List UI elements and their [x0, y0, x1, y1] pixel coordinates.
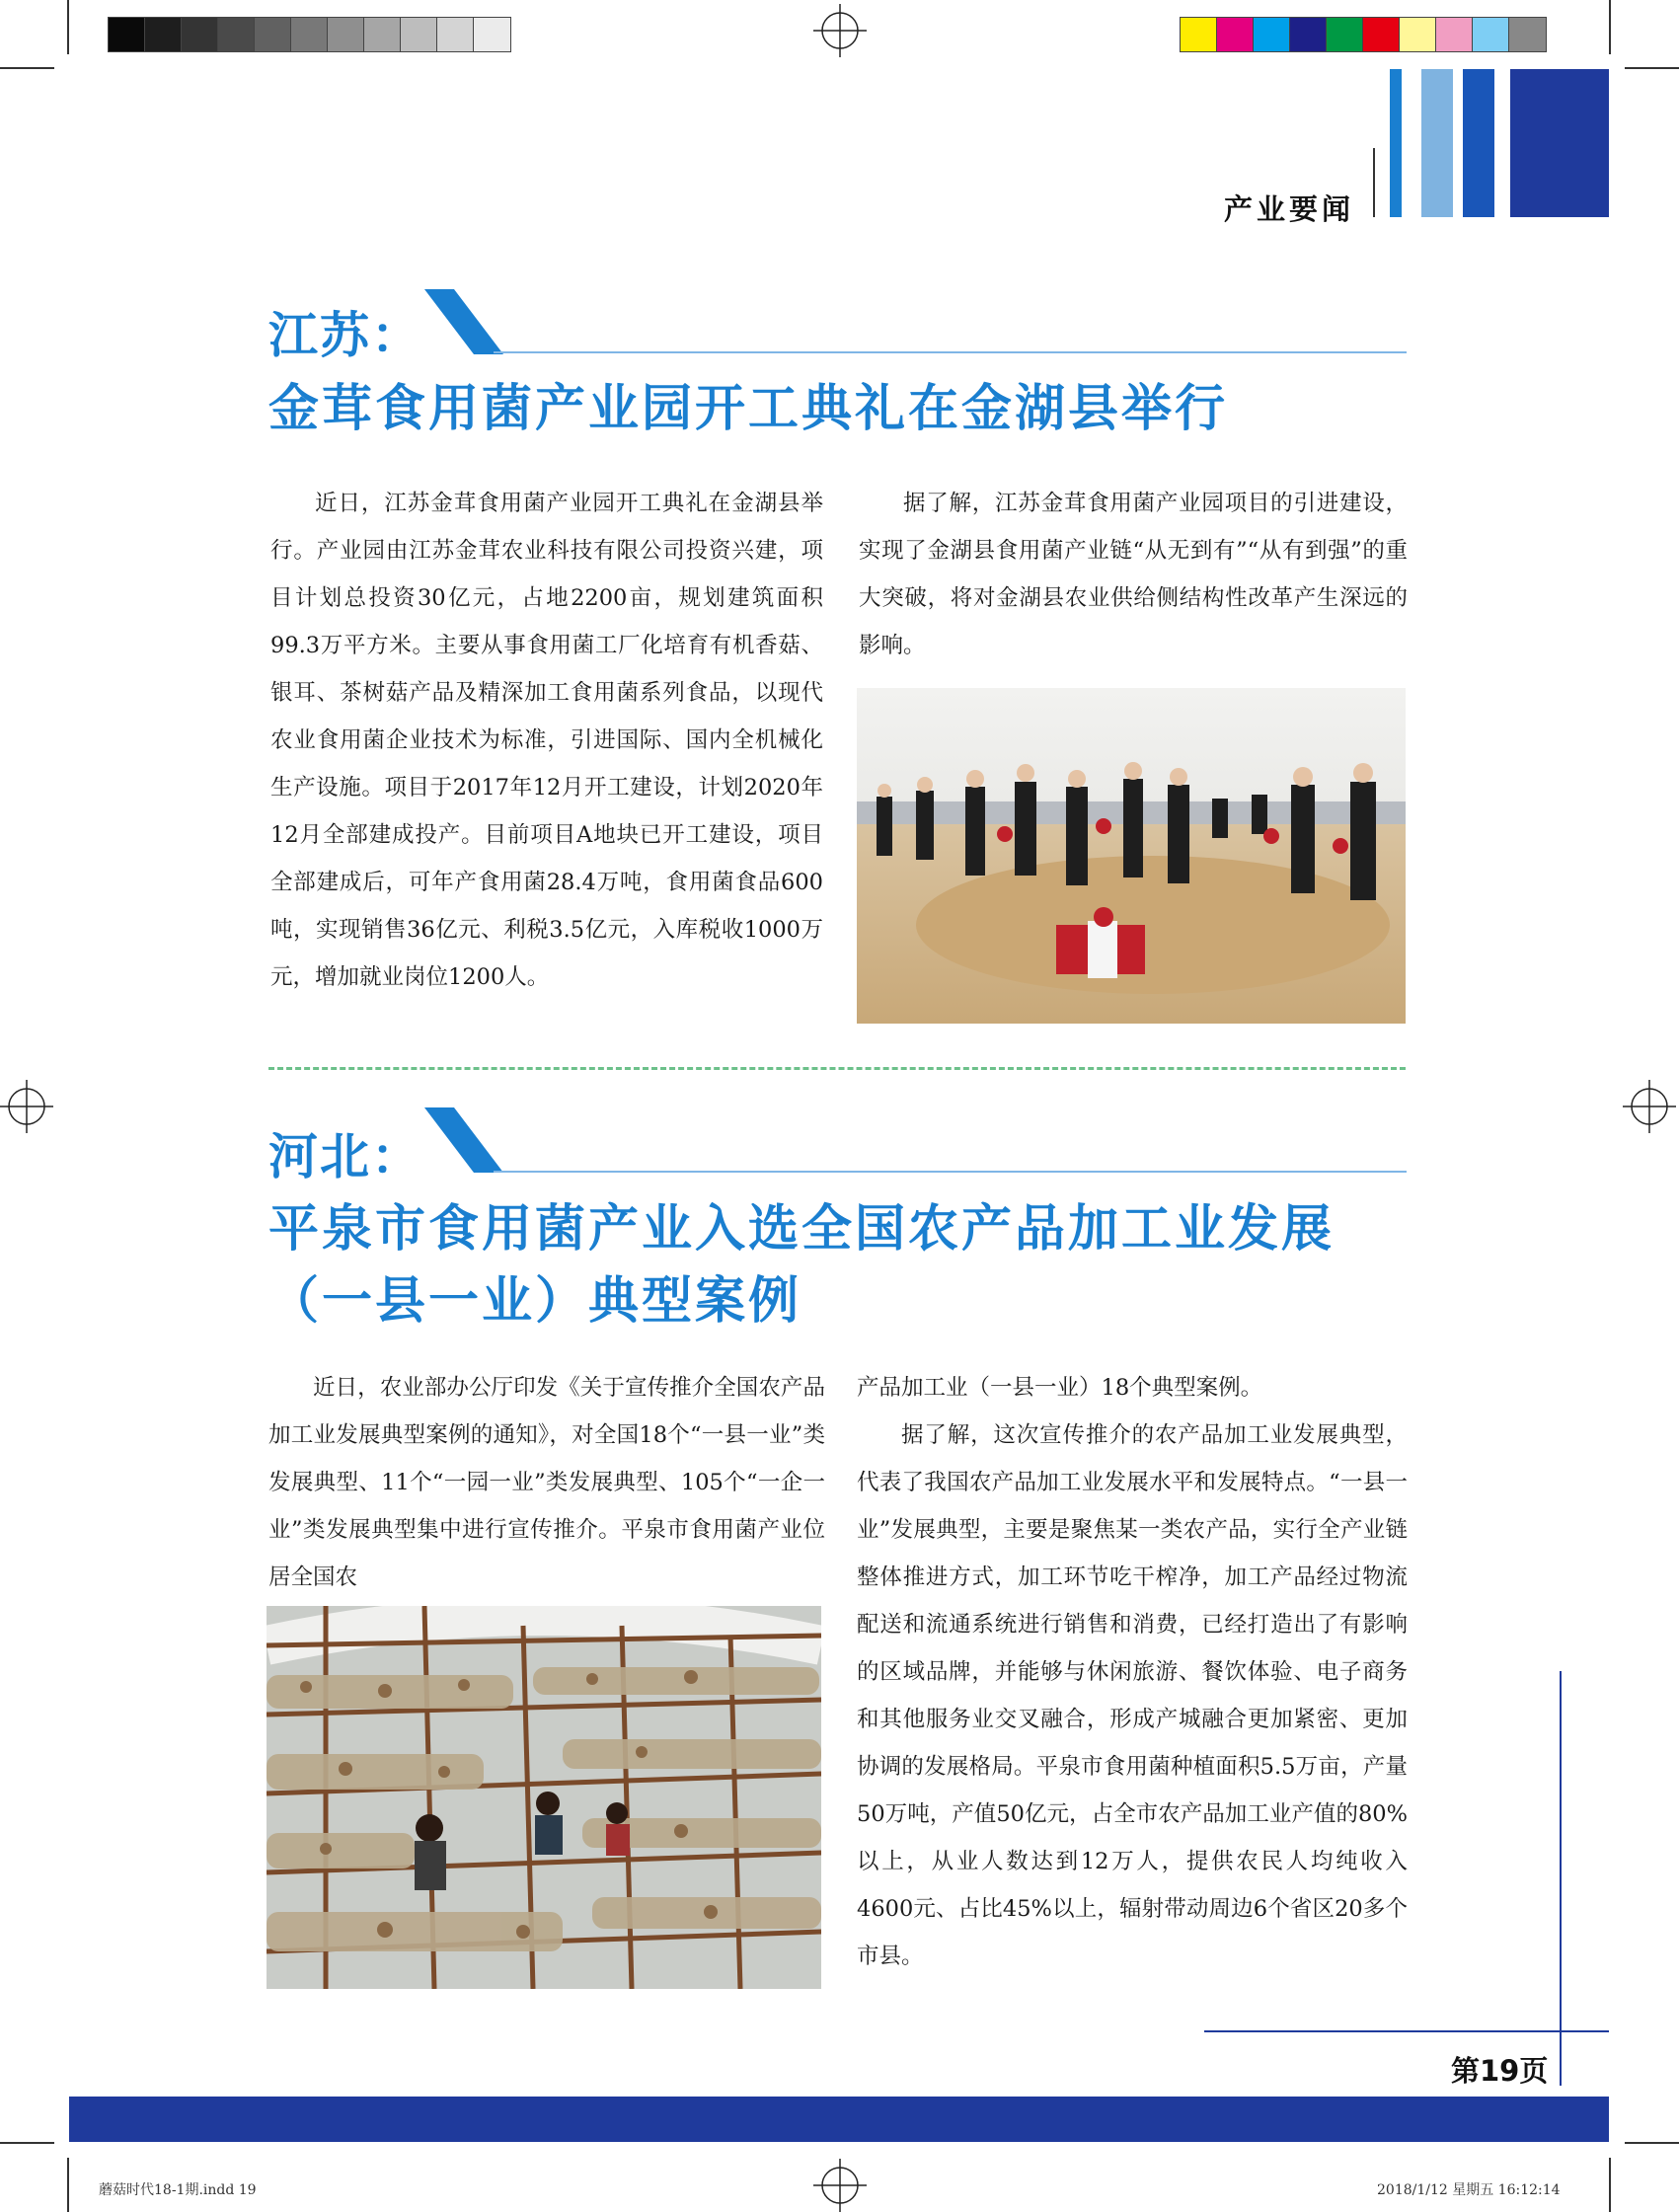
swatch-3 — [218, 18, 255, 51]
swatch-10 — [474, 18, 510, 51]
swatch-7 — [1436, 18, 1473, 51]
header-stripe-4 — [1510, 69, 1609, 217]
article2-column-2 — [857, 1364, 1408, 1980]
registration-mark-left-icon — [0, 1080, 53, 1133]
swatch-8 — [401, 18, 437, 51]
article1-heading-rule — [494, 351, 1407, 353]
footer-band — [69, 2097, 1609, 2142]
crop-mark-br-v — [1609, 2158, 1611, 2212]
swatch-3 — [1290, 18, 1327, 51]
article2-heading-slash-icon — [424, 1107, 503, 1173]
crop-mark-tr-v — [1609, 0, 1611, 54]
crop-mark-tr-h — [1625, 67, 1679, 69]
registration-mark-bottom-icon — [813, 2159, 867, 2212]
article2-title-line-1: 平泉市食用菌产业入选全国农产品加工业发展 — [268, 1200, 1336, 1259]
article1-column-2 — [859, 480, 1408, 669]
print-slug-left: 蘑菇时代18-1期.indd 19 — [99, 2182, 257, 2198]
article2-paragraph-1-cont: 产品加工业（一县一业）18个典型案例。 — [857, 1375, 1263, 1401]
crop-mark-tl-h — [0, 67, 54, 69]
swatch-7 — [364, 18, 401, 51]
article2-paragraph-1: 近日，农业部办公厅印发《关于宣传推介全国农产品加工业发展典型案例的通知》，对全国18个“一县一业”类发展典型、11个“一园一业”类发展典型、105个“一企一业”类发展典型集中进行宣传推介。平泉市食用菌产业位居全国农 — [268, 1375, 825, 1590]
article2-region: 河北： — [268, 1128, 422, 1185]
article1-title: 金茸食用菌产业园开工典礼在金湖县举行 — [268, 380, 1229, 438]
registration-mark-right-icon — [1623, 1080, 1676, 1133]
swatch-2 — [1254, 18, 1290, 51]
mushroom-greenhouse-photo — [267, 1606, 821, 1989]
footer-vline — [1560, 1671, 1562, 2086]
swatch-8 — [1473, 18, 1509, 51]
print-slug-right: 2018/1/12 星期五 16:12:14 — [1377, 2182, 1561, 2198]
swatch-0 — [1181, 18, 1217, 51]
article1-paragraph-1: 近日，江苏金茸食用菌产业园开工典礼在金湖县举行。产业园由江苏金茸农业科技有限公司投资兴建，项目计划总投资30亿元，占地2200亩，规划建筑面积99.3万平方米。主要从事食用菌工厂化培育有机香菇、银耳、茶树菇产品及精深加工食用菌系列食品，以现代农业食用菌企业技术为标准，引进国际、国内全机械化生产设施。项目于2017年12月开工建设，计划2020年12月全部建成投产。目前项目A地块已开工建设，项目全部建成后，可年产食用菌28.4万吨，食用菌食品600吨，实现销售36亿元、利税3.5亿元，入库税收1000万元，增加就业岗位1200人。 — [270, 491, 823, 990]
swatch-4 — [255, 18, 291, 51]
header-stripe-1 — [1390, 69, 1402, 217]
header-stripe-2 — [1421, 69, 1453, 217]
swatch-5 — [1363, 18, 1400, 51]
swatch-9 — [1509, 18, 1546, 51]
crop-mark-bl-v — [67, 2158, 69, 2212]
crop-mark-tl-v — [67, 0, 69, 54]
swatch-4 — [1327, 18, 1363, 51]
swatch-5 — [291, 18, 328, 51]
groundbreaking-ceremony-photo — [857, 688, 1406, 1024]
swatch-1 — [1217, 18, 1254, 51]
section-label: 产业要闻 — [1224, 192, 1355, 226]
article1-column-1 — [270, 480, 823, 1001]
swatch-6 — [1400, 18, 1436, 51]
article2-heading-rule — [494, 1171, 1407, 1173]
swatch-6 — [328, 18, 364, 51]
crop-mark-bl-h — [0, 2142, 54, 2144]
article2-column-1 — [268, 1364, 825, 1601]
article2-title-line-2: （一县一业）典型案例 — [268, 1272, 802, 1331]
article1-paragraph-2: 据了解，江苏金茸食用菌产业园项目的引进建设，实现了金湖县食用菌产业链“从无到有”“从有到强”的重大突破，将对金湖县农业供给侧结构性改革产生深远的影响。 — [859, 491, 1408, 658]
header-vline — [1373, 148, 1375, 217]
swatch-1 — [145, 18, 182, 51]
article1-region: 江苏： — [268, 307, 422, 364]
page-number: 第19页 — [1451, 2054, 1549, 2088]
header-stripe-3 — [1463, 69, 1494, 217]
section-divider — [268, 1067, 1406, 1070]
swatch-2 — [182, 18, 218, 51]
crop-mark-br-h — [1625, 2142, 1679, 2144]
swatch-9 — [437, 18, 474, 51]
article2-paragraph-2: 据了解，这次宣传推介的农产品加工业发展典型，代表了我国农产品加工业发展水平和发展特点。“一县一业”发展典型，主要是聚焦某一类农产品，实行全产业链整体推进方式，加工环节吃干榨净，加工产品经过物流配送和流通系统进行销售和消费，已经打造出了有影响的区域品牌，并能够与休闲旅游、餐饮体验、电子商务和其他服务业交叉融合，形成产城融合更加紧密、更加协调的发展格局。平泉市食用菌种植面积5.5万亩，产量50万吨，产值50亿元，占全市农产品加工业产值的80%以上，从业人数达到12万人，提供农民人均纯收入4600元、占比45%以上，辐射带动周边6个省区20多个市县。 — [857, 1422, 1408, 1969]
article1-heading-slash-icon — [424, 289, 503, 354]
registration-mark-top-icon — [813, 4, 867, 57]
footer-rule — [1204, 2030, 1609, 2032]
swatch-0 — [109, 18, 145, 51]
